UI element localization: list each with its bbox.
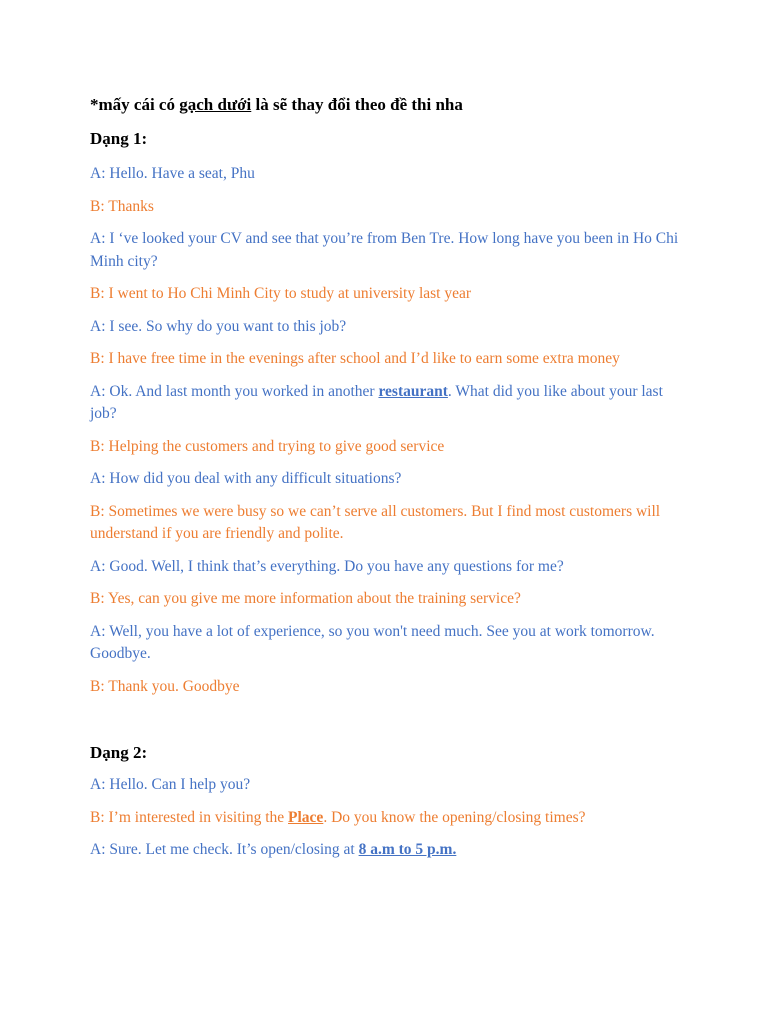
dialogue-line: B: I have free time in the evenings after school and I’d like to earn some extra money <box>90 350 620 367</box>
section2-heading: Dạng 2: <box>90 743 148 762</box>
dialogue-line: A: Hello. Have a seat, Phu <box>90 165 255 182</box>
dialogue-line: B: Yes, can you give me more information about the training service? <box>90 590 521 607</box>
dialogue-line: A: How did you deal with any difficult situations? <box>90 470 402 487</box>
instruction-note <box>90 92 690 118</box>
dialogue-line: A: I ‘ve looked your CV and see that you’re from Ben Tre. How long have you been in Ho Chi Minh city? <box>90 230 679 270</box>
dialogue-line: B: Helping the customers and trying to give good service <box>90 437 445 455</box>
note-prefix: *mấy cái có <box>90 95 180 114</box>
line-text: . Do you know the opening/closing times? <box>323 808 586 826</box>
line-text: A: Sure. Let me check. It’s open/closing at <box>90 841 359 858</box>
dialogue-line: B: Thanks <box>90 197 154 215</box>
variable-place: Place <box>288 808 324 826</box>
variable-place-type: restaurant <box>378 382 448 400</box>
dialogue-line: B: Sometimes we were busy so we can’t serve all customers. But I find most customers will understand if you are friendly and polite. <box>90 502 661 542</box>
line-text: . What did you like about your last job? <box>90 382 663 422</box>
section1-heading: Dạng 1: <box>90 129 148 148</box>
dialogue-line: A: Hello. Can I help you? <box>90 776 251 793</box>
line-text: A: Ok. And last month you worked in another <box>90 382 379 400</box>
dialogue-line <box>90 839 690 862</box>
dialogue-line: B: Thank you. Goodbye <box>90 677 240 695</box>
note-underlined: gạch dưới <box>179 95 252 114</box>
document-page <box>90 92 690 862</box>
section2-dialogue <box>90 774 690 862</box>
dialogue-line: A: I see. So why do you want to this job? <box>90 317 347 335</box>
note-suffix: là sẽ thay đổi theo đề thi nha <box>251 95 463 114</box>
dialogue-line: A: Well, you have a lot of experience, so you won't need much. See you at work tomorrow. Goodbye. <box>90 622 655 662</box>
dialogue-line <box>90 807 690 830</box>
dialogue-line <box>90 381 690 426</box>
dialogue-line: B: I went to Ho Chi Minh City to study at university last year <box>90 285 472 302</box>
line-text: B: I’m interested in visiting the <box>90 808 289 826</box>
section1-dialogue <box>90 163 690 698</box>
variable-time: 8 a.m to 5 p.m. <box>358 841 457 858</box>
dialogue-line: A: Good. Well, I think that’s everything. Do you have any questions for me? <box>90 557 564 575</box>
